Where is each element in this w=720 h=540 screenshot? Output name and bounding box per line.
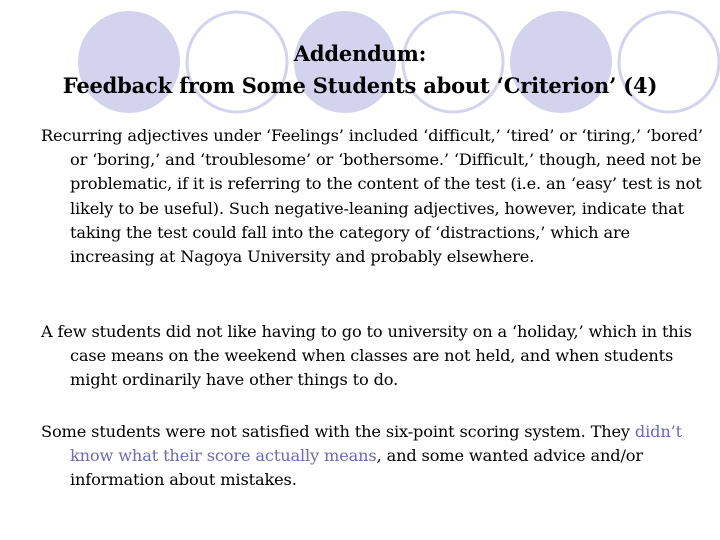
paragraph-scoring-text-before: Some students were not satisfied with the six-point scoring system. They	[41, 422, 635, 441]
slide-title	[0, 38, 720, 102]
paragraph-scoring	[41, 420, 710, 493]
title-line-2: Feedback from Some Students about ‘Criterion’ (4)	[62, 73, 658, 98]
paragraph-feelings: Recurring adjectives under ‘Feelings’ included ‘difficult,’ ‘tired’ or ‘tiring,’ ‘bored’ or ‘boring,’ and ‘troublesome’ or ‘bothersome.’ ‘Difficult,’ though, need not be problematic, if it is referring to the content of the test (i.e. an ‘easy’ test is not likely to be useful). Such negative-leaning adjectives, however, indicate that taking the test could fall into the category of ‘distractions,’ which are increasing at Nagoya University and probably elsewhere.	[41, 126, 703, 267]
paragraph-scoring-text-after: , and some wanted advice and/or information about mistakes.	[70, 446, 643, 490]
title-line-1: Addendum:	[293, 41, 427, 66]
paragraph-holiday: A few students did not like having to go to university on a ‘holiday,’ which in this case means on the weekend when classes are not held, and when students might ordinarily have other things to do.	[41, 322, 692, 390]
highlighted-phrase: didn’t know what their score actually means	[70, 422, 682, 466]
